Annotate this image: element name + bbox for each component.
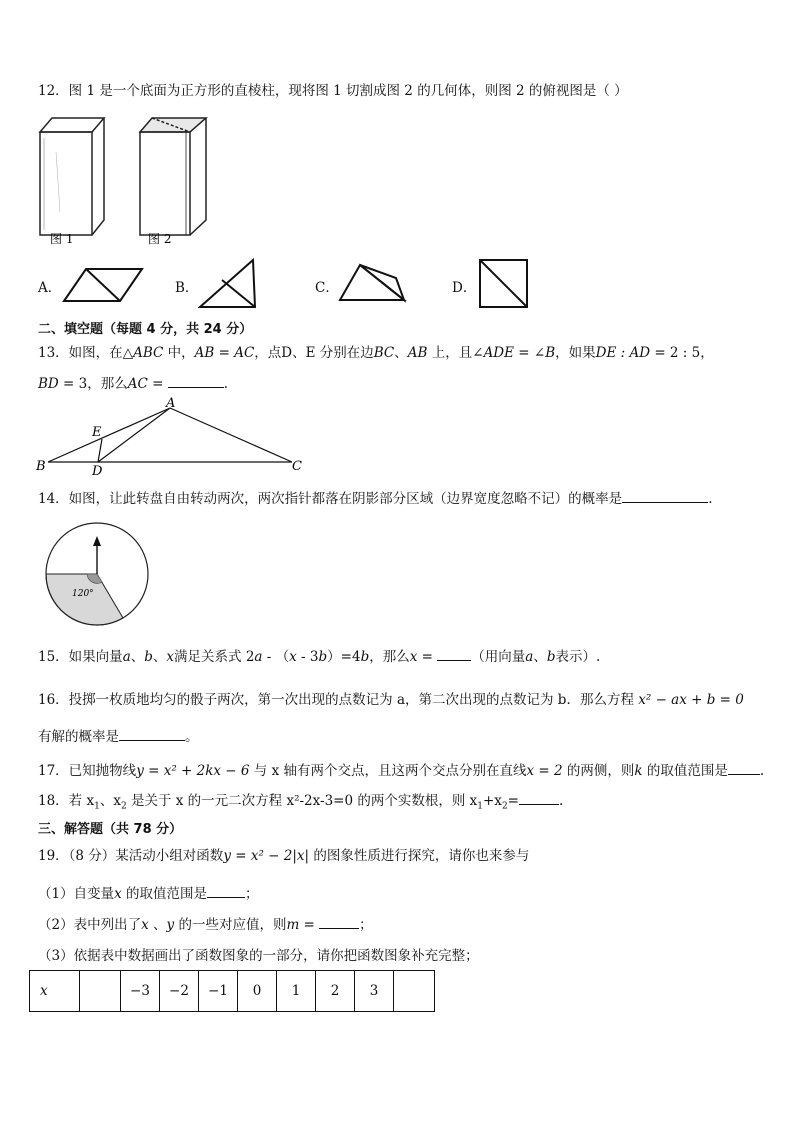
- q16-answer-blank[interactable]: [119, 726, 185, 741]
- q18-stem: 18．若 $x_1$、$x_2$ 是关于 x 的一元二次方程 x²-2x-3=0 的两个实数根，则 $x_1+x_2=$ .: [38, 790, 563, 817]
- q19-part1: （1）自变量x 的取值范围是 ；: [38, 883, 259, 904]
- q14-stem: 14．如图，让此转盘自由转动两次，两次指针都落在阴影部分区域（边界宽度忽略不记）的概率是 .: [38, 488, 712, 509]
- q18-answer-blank[interactable]: [519, 790, 559, 805]
- option-c-figure[interactable]: [338, 262, 408, 304]
- q13-triangle-figure: [34, 396, 314, 476]
- table-cell: 3: [355, 971, 394, 1012]
- q16-line2: 有解的概率是 。: [38, 726, 199, 747]
- option-c-label[interactable]: C．: [315, 280, 339, 296]
- q14-spinner-figure: [44, 522, 154, 628]
- section-2-title: 二、填空题（每题 4 分，共 24 分）: [38, 322, 253, 337]
- table-cell: x: [30, 971, 80, 1012]
- q12-stem: 12．图 1 是一个底面为正方形的直棱柱，现将图 1 切割成图 2 的几何体，则图 2 的俯视图是（ ）: [38, 83, 628, 99]
- q14-answer-blank[interactable]: [622, 488, 708, 503]
- option-b-label[interactable]: B．: [175, 280, 199, 296]
- table-cell[interactable]: [394, 971, 435, 1012]
- prism-figure-1: [40, 118, 104, 235]
- table-cell: 1: [277, 971, 316, 1012]
- q12-figures: [36, 112, 236, 247]
- option-d-figure[interactable]: [478, 258, 530, 310]
- q19-part2-blank[interactable]: [319, 914, 359, 929]
- q15-answer-blank[interactable]: [437, 646, 471, 661]
- table-cell: −1: [199, 971, 238, 1012]
- q19-part3: （3）依据表中数据画出了函数图象的一部分，请你把函数图象补充完整；: [38, 948, 479, 964]
- q16-line1: 16．投掷一枚质地均匀的骰子两次，第一次出现的点数记为 a，第二次出现的点数记为 b．那么方程 x² − ax + b = 0: [38, 692, 744, 708]
- option-a-figure[interactable]: [62, 266, 144, 304]
- q13-line2: BD = 3，那么AC = .: [38, 373, 228, 394]
- q19-part1-blank[interactable]: [207, 883, 245, 898]
- q13-answer-blank[interactable]: [168, 373, 224, 388]
- q13-label-c: C: [292, 459, 302, 474]
- xy-value-table: [29, 970, 435, 1012]
- q15-stem: 15．如果向量a、b、x满足关系式 2a - （x - 3b）=4b，那么x = （用向量a、b表示）.: [38, 646, 600, 667]
- q19-part2: （2）表中列出了x 、y 的一些对应值，则m = ；: [38, 914, 373, 935]
- option-a-label[interactable]: A．: [38, 280, 62, 296]
- q17-stem: 17．已知抛物线y = x² + 2kx − 6 与 x 轴有两个交点，且这两个交点分别在直线x = 2 的两侧，则k 的取值范围是 .: [38, 760, 764, 781]
- table-cell: 2: [316, 971, 355, 1012]
- fig2-label: 图 2: [148, 232, 172, 246]
- option-d-label[interactable]: D．: [452, 280, 477, 296]
- q13-label-b: B: [36, 459, 46, 474]
- table-cell: −3: [121, 971, 160, 1012]
- q17-answer-blank[interactable]: [728, 760, 760, 775]
- q14-angle-label: 120°: [72, 589, 94, 599]
- table-cell[interactable]: [80, 971, 121, 1012]
- q19-stem: 19．（8 分）某活动小组对函数y = x² − 2|x| 的图象性质进行探究，请你也来参与: [38, 848, 530, 864]
- q13-label-e: E: [92, 425, 102, 440]
- table-cell: 0: [238, 971, 277, 1012]
- option-b-figure[interactable]: [198, 258, 258, 310]
- fig1-label: 图 1: [50, 232, 74, 246]
- q13-line1: 13．如图，在△ABC 中，AB = AC，点D、E 分别在边BC、AB 上，且∠ADE = ∠B，如果DE : AD = 2 : 5，: [38, 345, 714, 361]
- q13-label-a: A: [166, 396, 176, 411]
- q13-label-d: D: [92, 464, 103, 476]
- pointer-arrow-icon: [93, 536, 101, 546]
- table-cell: −2: [160, 971, 199, 1012]
- section-3-title: 三、解答题（共 78 分）: [38, 822, 183, 837]
- prism-figure-2: [140, 118, 206, 235]
- table-row: [30, 971, 435, 1012]
